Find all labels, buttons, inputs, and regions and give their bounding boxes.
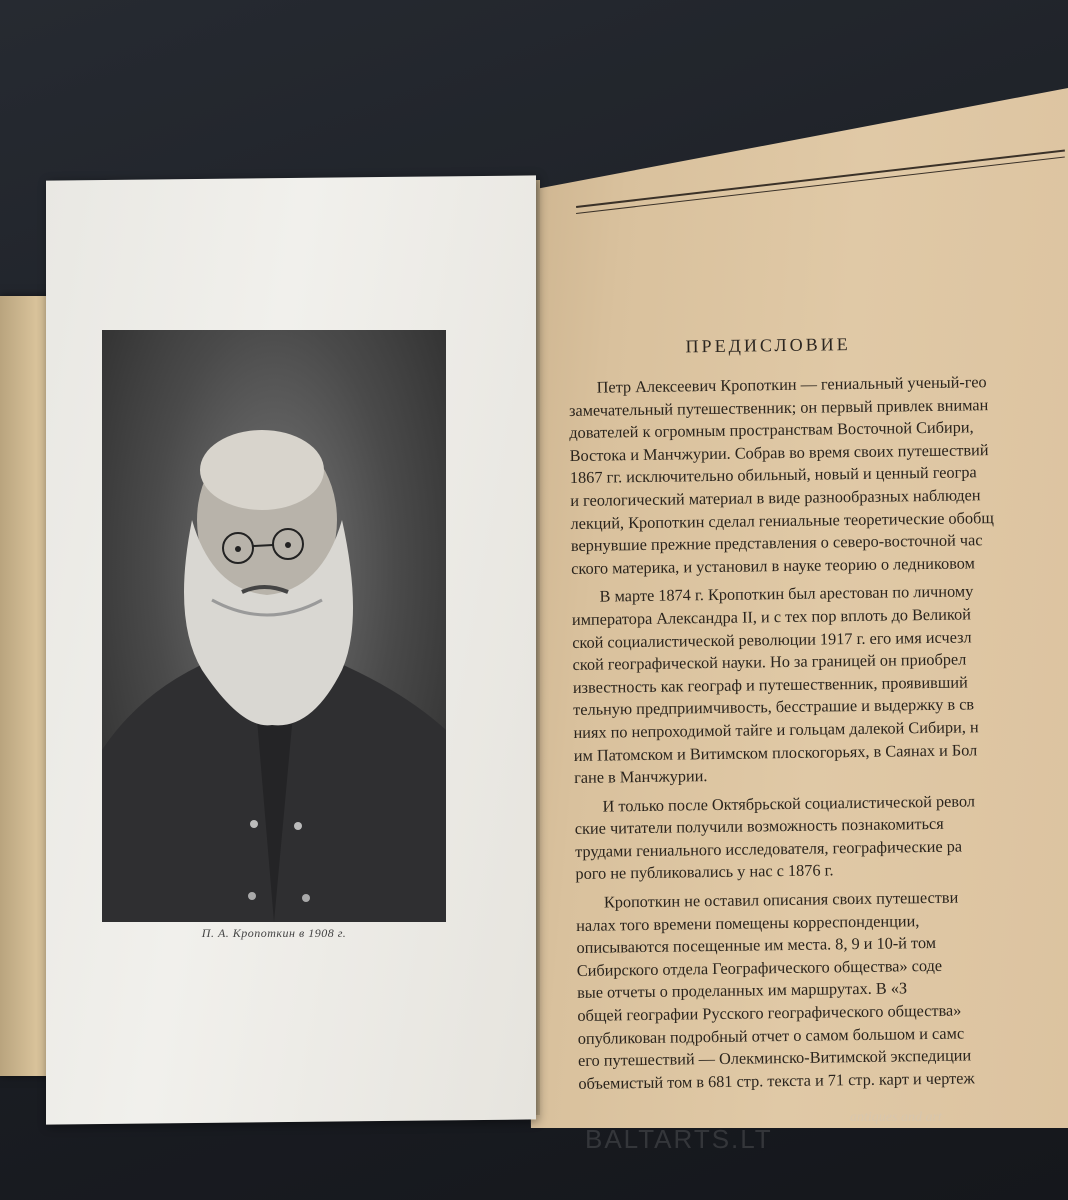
text-line: В марте 1874 г. Кропоткин был арестован по личному bbox=[599, 581, 974, 606]
text-line: вые отчеты о проделанных им маршрутах. В «З bbox=[577, 978, 908, 1003]
text-line: известность как географ и путешественник, проявивший bbox=[572, 672, 968, 697]
text-line: Петр Алексеевич Кропоткин — гениальный ученый-гео bbox=[596, 372, 987, 397]
text-line: Востока и Манчжурии. Собрав во время своих путешествий bbox=[569, 439, 989, 465]
text-line: Кропоткин не оставил описания своих путешестви bbox=[603, 887, 959, 912]
text-line: и геологический материал в виде разнообразных наблюден bbox=[570, 485, 981, 510]
text-line: общей географии Русского географического общества» bbox=[577, 1000, 962, 1025]
portrait-figure bbox=[102, 330, 446, 922]
watermark-script: antiques and art bbox=[850, 1110, 942, 1125]
text-line: его путешествий — Олекминско-Витимской экспедиции bbox=[577, 1045, 972, 1071]
text-line: 1867 гг. исключительно обильный, новый и ценный геогра bbox=[569, 462, 977, 488]
text-line: ского материка, и установил в науке теорию о ледниковом bbox=[571, 553, 975, 578]
text-line: императора Александра II, и с тех пор вплоть до Великой bbox=[571, 604, 971, 629]
text-line: замечательный путешественник; он первый привлек вниман bbox=[568, 394, 989, 420]
text-line: ские читатели получили возможность познакомиться bbox=[574, 814, 944, 839]
preface-text bbox=[568, 331, 1068, 1102]
text-line: ниях по непроходимой тайге и гольцам далекой Сибири, н bbox=[573, 717, 979, 742]
photo-caption: П. А. Кропоткин в 1908 г. bbox=[201, 926, 347, 940]
text-line: тельную предприимчивость, бесстрашие и выдержку в св bbox=[573, 694, 975, 720]
text-line: ской социалистической революции 1917 г. его имя исчезл bbox=[572, 626, 972, 652]
text-line: опубликован подробный отчет о самом большом и самс bbox=[577, 1023, 965, 1048]
paragraph-4 bbox=[576, 885, 1068, 1096]
preface-heading: ПРЕДИСЛОВИЕ bbox=[685, 334, 851, 357]
text-line: рого не публиковались у нас с 1876 г. bbox=[575, 860, 834, 884]
paragraph-1 bbox=[569, 370, 1068, 581]
text-line: дователей к огромным пространствам Восточной Сибири, bbox=[569, 417, 974, 443]
portrait-photo bbox=[102, 330, 446, 922]
text-line: И только после Октябрьской социалистической револ bbox=[602, 791, 976, 816]
text-line: описываются посещенные им места. 8, 9 и 10-й том bbox=[576, 933, 937, 958]
text-line: лекций, Кропоткин сделал гениальные теоретические обобщ bbox=[570, 507, 994, 533]
text-line: им Патомском и Витимском плоскогорьях, в Саянах и Бол bbox=[573, 739, 978, 765]
text-line: трудами гениального исследователя, географические ра bbox=[575, 836, 963, 861]
text-line: вернувшие прежние представления о северо-восточной час bbox=[570, 530, 983, 556]
text-line: Сибирского отдела Географического общества» соде bbox=[576, 955, 943, 980]
watermark: BALTARTS.LT bbox=[585, 1124, 773, 1154]
text-line: гане в Манчжурии. bbox=[574, 766, 708, 788]
text-line: ской географической науки. Но за границей он приобрел bbox=[572, 649, 967, 675]
paragraph-2 bbox=[571, 579, 1068, 790]
text-line: налах того времени помещены корреспонденции, bbox=[576, 910, 920, 935]
paragraph-3 bbox=[574, 788, 1068, 886]
text-line: объемистый том в 681 стр. текста и 71 стр. карт и чертеж bbox=[578, 1068, 975, 1093]
